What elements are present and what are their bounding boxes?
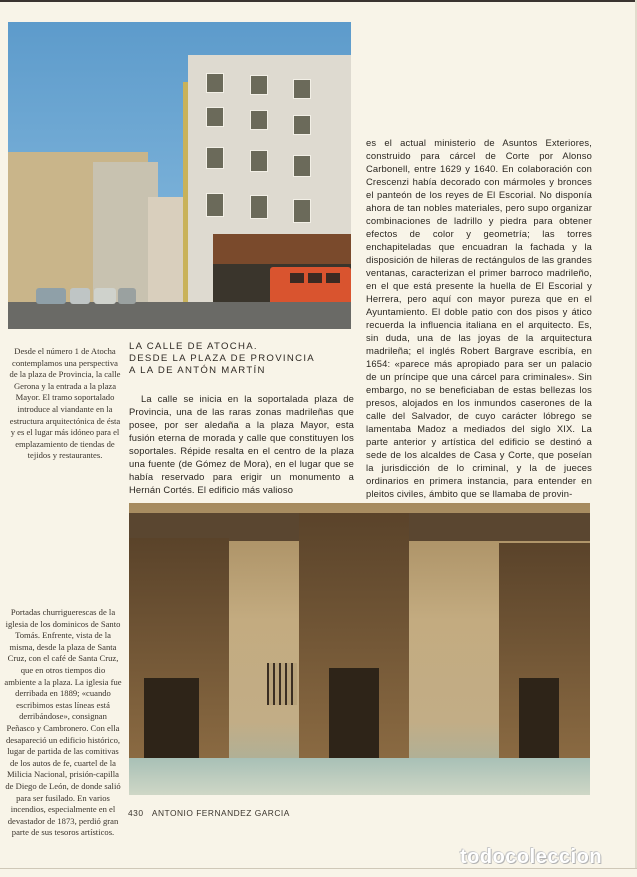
car xyxy=(118,288,136,304)
photo-plaza-de-provincia xyxy=(8,22,351,329)
heading-line-2: DESDE LA PLAZA DE PROVINCIA xyxy=(129,353,315,365)
street xyxy=(8,302,351,329)
plaza-ground xyxy=(129,758,590,795)
door-right xyxy=(519,678,559,758)
article-column-left xyxy=(129,392,354,496)
photo-santo-tomas-church xyxy=(129,503,590,795)
paragraph: La calle se inicia en la soportalada plaza de Provincia, una de las raras zonas madrileñas que posee, por ser aledaña a la plaza Mayor, esta fusión eterna de morada y calle que constituyen los soportales. Répide resalta en el centro de la plaza una fuente (de Gómez de Mora), en el lugar que se había reservado para erigir un monumento a Hernán Cortés. El edificio más valioso xyxy=(129,393,354,495)
door-center xyxy=(329,668,379,758)
paragraph: es el actual ministerio de Asuntos Exteriores, construido para cárcel de Corte por Alonso Carbonell, entre 1629 y 1640. En colaboración con Crescenzi había decorado con mármoles y bronces el panteón de los reyes de El Escorial. No disponía ahora de tan nobles materiales, pero supo organizar combinaciones de ladrillo y piedra para obtener efectos de color y geometría; las torres enchapiteladas que encuadran la fachada y la disposición de hileras de rectángulos de las grandes ventanas, caracterizan el primer barroco madrileño, en el que está presente la huella de El Escorial y Herrera, pero aquí con mayor pureza que en el Ayuntamiento. El doble patio con dos pisos y ático recuerda la influencia italiana en el arquitecto. Es, sin duda, una de las joyas de la arquitectura madrileña; el inglés Robert Bargrave escribía, en 1654: «parece más apropiado para ser un palacio de un príncipe que una cárcel para criminales». Sin embargo, no se beneficiaban de estas bellezas los presos, alojados en los inmundos caserones de la calle del Salvador, de cuyo carácter lóbrego se lamentaba Madoz a mediados del siglo XIX. La parte anterior y artística del edificio se destinó a sede de los alcaldes de Casa y Corte, que poseían la jurisdicción de lo criminal, y la de jueces ordinarios en primera instancia, para entender en pleitos civiles, ámbito que se llamaba de provin- xyxy=(366,137,592,499)
heading-line-1: LA CALLE DE ATOCHA. xyxy=(129,341,258,352)
car xyxy=(70,288,90,304)
watermark: todocoleccion xyxy=(460,846,603,868)
awning xyxy=(213,234,351,264)
building-middle xyxy=(148,197,186,302)
car xyxy=(36,288,66,304)
window-grate xyxy=(267,663,297,705)
caption-bottom-photo: Portadas churriguerescas de la iglesia de los dominicos de Santo Tomás. Enfrente, vista de la misma, desde la plaza de Santa Cruz, con el café de Santa Cruz, que en otros tiempos dio ambiente a la plaza. La iglesia fue derribada en 1889; «cuando escribimos estas líneas está derribándose», consignan Peñasco y Cambronero. Con ella desapareció un edificio histórico, lugar de partida de las comitivas de los autos de fe, cuartel de la Milicia Nacional, prisión-capilla de Diego de León, de donde salió para ser fusilado. En varios incendios, especialmente en el devastador de 1873, perdió gran parte de sus tesoros artísticos. xyxy=(4,607,122,838)
article-heading xyxy=(129,341,315,378)
article-column-right xyxy=(366,136,592,500)
caption-top-photo: Desde el número 1 de Atocha contemplamos una perspectiva de la plaza de Provincia, la calle Gerona y la entrada a la plaza Mayor. El tramo soportalado introduce al viandante en la estructura arquitectónica de ésta y es el lugar más idóneo para el emplazamiento de tiendas de tejidos y restaurantes. xyxy=(9,346,121,461)
page-footer xyxy=(128,808,290,818)
door-left xyxy=(144,678,199,758)
page-number: 430 xyxy=(128,808,144,818)
page-top-edge xyxy=(0,0,637,2)
car xyxy=(94,288,116,304)
author-name: ANTONIO FERNANDEZ GARCIA xyxy=(151,808,290,818)
heading-line-3: A LA DE ANTÓN MARTÍN xyxy=(129,365,266,377)
